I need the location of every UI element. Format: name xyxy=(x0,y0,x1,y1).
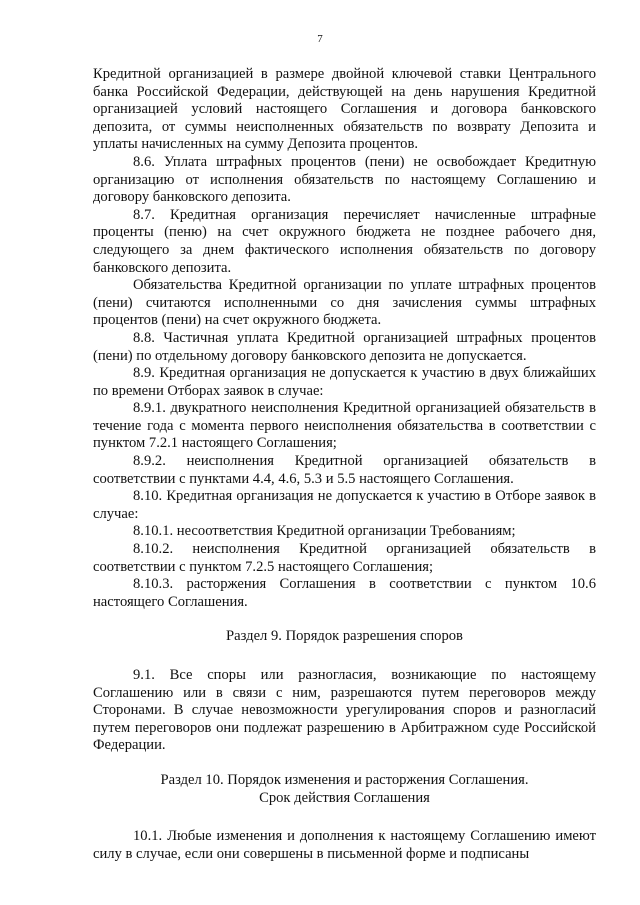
paragraph-list xyxy=(93,66,596,611)
paragraph: 8.10.3. расторжения Соглашения в соответствии с пунктом 10.6 настоящего Соглашения. xyxy=(93,576,596,610)
paragraph: 8.6. Уплата штрафных процентов (пени) не освобождает Кредитную организацию от исполнения обязательств по настоящему Соглашению и договору банковского депозита. xyxy=(93,153,596,206)
paragraph: 8.9. Кредитная организация не допускается к участию в двух ближайших по времени Отборах заявок в случае: xyxy=(93,365,596,399)
section-9-heading: Раздел 9. Порядок разрешения споров xyxy=(226,628,463,645)
paragraph: 8.9.2. неисполнения Кредитной организацией обязательств в соответствии с пунктами 4.4, 4.6, 5.3 и 5.5 настоящего Соглашения. xyxy=(93,453,596,487)
section-10-heading-line-1: Раздел 10. Порядок изменения и расторжения Соглашения. xyxy=(160,771,529,788)
paragraph: Обязательства Кредитной организации по уплате штрафных процентов (пени) считаются исполненными со дня зачисления суммы штрафных процентов (пени) на счет окружного бюджета. xyxy=(93,277,596,329)
paragraph: Кредитной организацией в размере двойной ключевой ставки Центрального банка Российской Федерации, действующей на день нарушения Кредитной организацией условий настоящего Соглашения и договора банковского депозита, от суммы неисполненных обязательств по возврату Депозита и уплаты начисленных на сумму Депозита процентов. xyxy=(93,66,596,153)
paragraph: 8.7. Кредитная организация перечисляет начисленные штрафные проценты (пеню) на счет окружного бюджета не позднее рабочего дня, следующего за днем фактического исполнения обязательств по договору банковского депозита. xyxy=(93,206,596,276)
page-number: 7 xyxy=(317,33,323,45)
paragraph: 8.10.1. несоответствия Кредитной организации Требованиям; xyxy=(133,523,516,540)
paragraph: 8.10.2. неисполнения Кредитной организацией обязательств в соответствии с пунктом 7.2.5 настоящего Соглашения; xyxy=(93,541,596,575)
page-body xyxy=(93,66,596,863)
paragraph: 8.9.1. двукратного неисполнения Кредитной организацией обязательств в течение года с момента первого неисполнения обязательства в соответствии с пунктом 7.2.1 настоящего Соглашения; xyxy=(93,400,596,452)
section-10-heading-line-2: Срок действия Соглашения xyxy=(259,789,430,806)
paragraph: 8.8. Частичная уплата Кредитной организацией штрафных процентов (пени) по отдельному договору банковского депозита не допускается. xyxy=(93,329,596,364)
paragraph: 8.10. Кредитная организация не допускается к участию в Отборе заявок в случае: xyxy=(93,488,596,522)
section-9-paragraph: 9.1. Все споры или разногласия, возникающие по настоящему Соглашению или в связи с ним, разрешаются путем переговоров между Сторонами. В случае невозможности урегулирования споров и разногласий путем переговоров они подлежат разрешению в Арбитражном суде Российской Федерации. xyxy=(93,667,596,754)
section-10-paragraph: 10.1. Любые изменения и дополнения к настоящему Соглашению имеют силу в случае, если они совершены в письменной форме и подписаны xyxy=(93,828,596,862)
